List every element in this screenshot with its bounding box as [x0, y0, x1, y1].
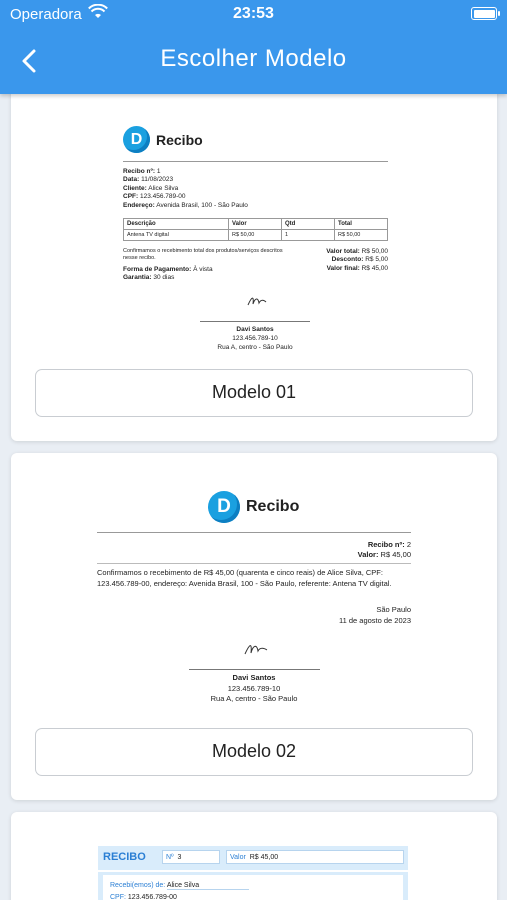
logo-icon: D [123, 126, 150, 153]
app-bar [0, 0, 507, 94]
cpf-line: CPF: 123.456.789-00 [110, 894, 177, 900]
model-01-button[interactable]: Modelo 01 [35, 369, 473, 417]
thanks-text: Confirmamos o recebimento total dos produtos/serviços descritos nesse recibo. [123, 248, 283, 262]
clock: 23:53 [233, 5, 274, 22]
receipt-title: Recibo [246, 498, 300, 515]
carrier-label: Operadora [10, 6, 82, 23]
receipt-info: Recibo nº: 1 Data: 11/08/2023 Cliente: Alice Silva CPF: 123.456.789-00 Endereço: Avenida Brasil, 100 - São Paulo [123, 168, 248, 209]
signer-info: Davi Santos 123.456.789-10 Rua A, centro - São Paulo [217, 326, 293, 352]
items-table: Descrição Valor Qtd Total Antena TV digital R$ 50,00 1 R$ 50,00 [123, 218, 388, 241]
logo-icon: D [208, 491, 240, 523]
payment-info: Forma de Pagamento: À vista Garantia: 30 dias [123, 266, 213, 282]
receipt-title: Recibo [156, 131, 203, 148]
model-02-button[interactable]: Modelo 02 [35, 728, 473, 776]
signer-info: Davi Santos 123.456.789-10 Rua A, centro - São Paulo [210, 673, 298, 703]
receipt-logo [208, 491, 299, 523]
received-from: Recebi(emos) de: Alice Silva [110, 881, 249, 890]
model-card-1[interactable] [11, 88, 497, 441]
signature-image [246, 294, 268, 311]
page-title: Escolher Modelo [160, 45, 347, 72]
receipt-header-band [98, 846, 408, 870]
totals: Valor total: R$ 50,00 Desconto: R$ 5,00 Valor final: R$ 45,00 [326, 248, 388, 272]
receipt-number-field: Nº 3 [162, 850, 220, 864]
receipt-title: RECIBO [103, 851, 146, 863]
receipt-body: Confirmamos o recebimento de R$ 45,00 (quarenta e cinco reais) de Alice Silva, CPF: 123.456.789-00, endereço: Avenida Brasil, 100 - São Paulo, referente: Antena TV digital. [97, 568, 392, 588]
model-card-3[interactable] [11, 812, 497, 900]
model-card-2[interactable] [11, 453, 497, 800]
receipt-value-field: Valor R$ 45,00 [226, 850, 404, 864]
status-bar [0, 0, 507, 30]
signature-image [243, 641, 269, 660]
receipt-header-info: Recibo nº: 2 Valor: R$ 45,00 [357, 540, 411, 559]
receipt-logo [123, 126, 203, 153]
place-date: São Paulo 11 de agosto de 2023 [338, 605, 411, 625]
battery-icon [471, 7, 497, 20]
receipt-body-band [98, 872, 408, 900]
